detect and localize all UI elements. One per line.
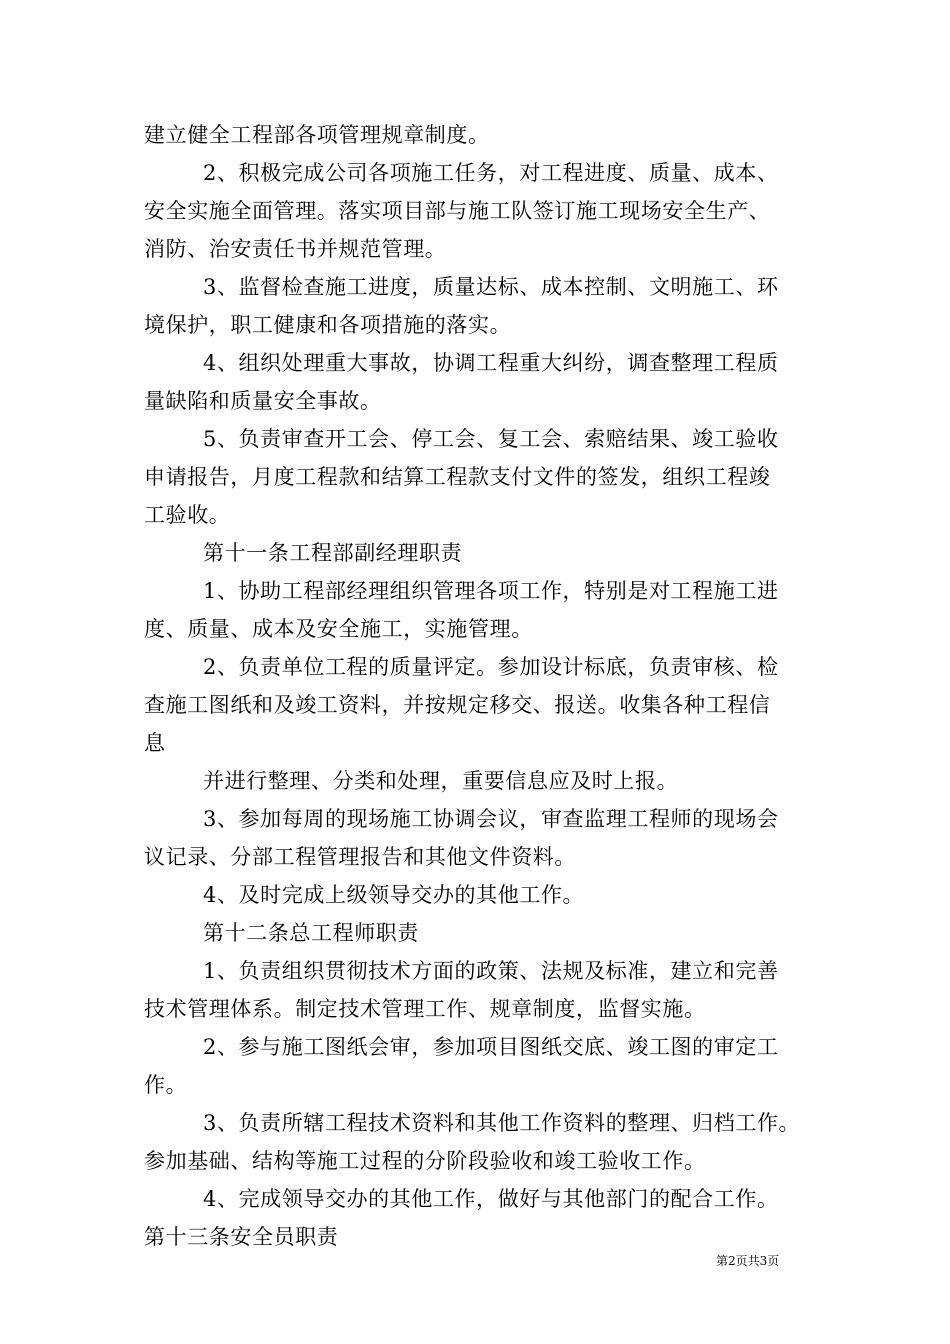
- text-line: 度、质量、成本及安全施工，实施管理。: [144, 617, 533, 641]
- text-line: 4、组织处理重大事故，协调工程重大纠纷，调查整理工程质: [203, 351, 779, 375]
- text-line: 5、负责审查开工会、停工会、复工会、索赔结果、竣工验收: [203, 427, 779, 451]
- section-heading: 第十二条总工程师职责: [203, 921, 419, 945]
- text-line: 申请报告，月度工程款和结算工程款支付文件的签发，组织工程竣: [144, 465, 771, 489]
- text-line: 息: [144, 731, 166, 755]
- page-number: 第2页共3页: [716, 1254, 780, 1268]
- text-line: 消防、治安责任书并规范管理。: [144, 237, 447, 261]
- text-line: 3、参加每周的现场施工协调会议，审查监理工程师的现场会: [203, 807, 779, 831]
- text-line: 2、负责单位工程的质量评定。参加设计标底，负责审核、检: [203, 655, 779, 679]
- text-line: 4、及时完成上级领导交办的其他工作。: [203, 883, 585, 907]
- text-line: 技术管理体系。制定技术管理工作、规章制度，监督实施。: [144, 997, 706, 1021]
- text-line: 量缺陷和质量安全事故。: [144, 389, 382, 413]
- text-line: 1、负责组织贯彻技术方面的政策、法规及标准，建立和完善: [203, 959, 779, 983]
- section-heading: 第十三条安全员职责: [144, 1225, 339, 1249]
- text-line: 3、负责所辖工程技术资料和其他工作资料的整理、归档工作。: [203, 1111, 801, 1135]
- text-line: 2、参与施工图纸会审，参加项目图纸交底、竣工图的审定工: [203, 1035, 779, 1059]
- text-line: 作。: [144, 1073, 188, 1097]
- text-line: 并进行整理、分类和处理，重要信息应及时上报。: [203, 769, 679, 793]
- text-line: 工验收。: [144, 503, 231, 527]
- text-line: 议记录、分部工程管理报告和其他文件资料。: [144, 845, 576, 869]
- text-line: 参加基础、结构等施工过程的分阶段验收和竣工验收工作。: [144, 1149, 706, 1173]
- text-line: 4、完成领导交办的其他工作，做好与其他部门的配合工作。: [203, 1187, 779, 1211]
- text-line: 查施工图纸和及竣工资料，并按规定移交、报送。收集各种工程信: [144, 693, 771, 717]
- text-line: 建立健全工程部各项管理规章制度。: [144, 123, 490, 147]
- text-line: 1、协助工程部经理组织管理各项工作，特别是对工程施工进: [203, 579, 779, 603]
- text-line: 安全实施全面管理。落实项目部与施工队签订施工现场安全生产、: [144, 199, 771, 223]
- text-line: 3、监督检查施工进度，质量达标、成本控制、文明施工、环: [203, 275, 779, 299]
- section-heading: 第十一条工程部副经理职责: [203, 541, 463, 565]
- text-line: 2、积极完成公司各项施工任务，对工程进度、质量、成本、: [203, 161, 779, 185]
- text-line: 境保护，职工健康和各项措施的落实。: [144, 313, 512, 337]
